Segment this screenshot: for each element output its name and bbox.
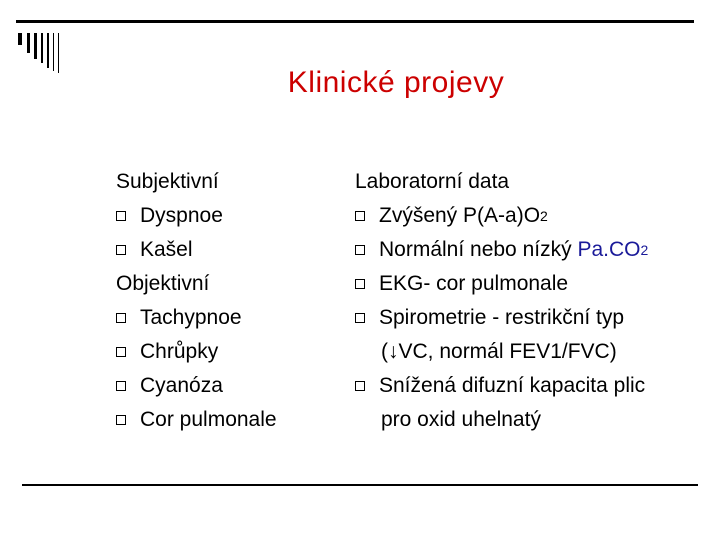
list-item: Snížená difuzní kapacita plic <box>355 369 648 403</box>
square-bullet-icon <box>355 245 365 255</box>
right-column <box>355 165 648 437</box>
list-item-continuation: pro oxid uhelnatý <box>381 408 541 431</box>
subjective-heading: Subjektivní <box>116 170 219 193</box>
top-rule <box>16 20 694 23</box>
list-item: Normální nebo nízký Pa.CO 2 <box>355 233 648 267</box>
list-item: Spirometrie - restrikční typ <box>355 301 648 335</box>
list-item: Tachypnoe <box>116 301 277 335</box>
square-bullet-icon <box>355 381 365 391</box>
list-item-continuation: (↓VC, normál FEV1/FVC) <box>381 340 617 363</box>
objective-heading: Objektivní <box>116 272 210 295</box>
list-item: Zvýšený P(A-a)O 2 <box>355 199 648 233</box>
square-bullet-icon <box>116 245 126 255</box>
square-bullet-icon <box>116 415 126 425</box>
square-bullet-icon <box>355 211 365 221</box>
list-item: EKG- cor pulmonale <box>355 267 648 301</box>
list-item: Dyspnoe <box>116 199 277 233</box>
square-bullet-icon <box>355 313 365 323</box>
square-bullet-icon <box>116 347 126 357</box>
square-bullet-icon <box>116 313 126 323</box>
square-bullet-icon <box>355 279 365 289</box>
list-item: Kašel <box>116 233 277 267</box>
left-column <box>116 165 277 437</box>
list-item: Cor pulmonale <box>116 403 277 437</box>
square-bullet-icon <box>116 381 126 391</box>
square-bullet-icon <box>116 211 126 221</box>
list-item: Chrůpky <box>116 335 277 369</box>
lab-data-heading: Laboratorní data <box>355 170 510 193</box>
slide-title: Klinické projevy <box>287 66 505 99</box>
bottom-rule <box>22 484 698 486</box>
list-item: Cyanóza <box>116 369 277 403</box>
